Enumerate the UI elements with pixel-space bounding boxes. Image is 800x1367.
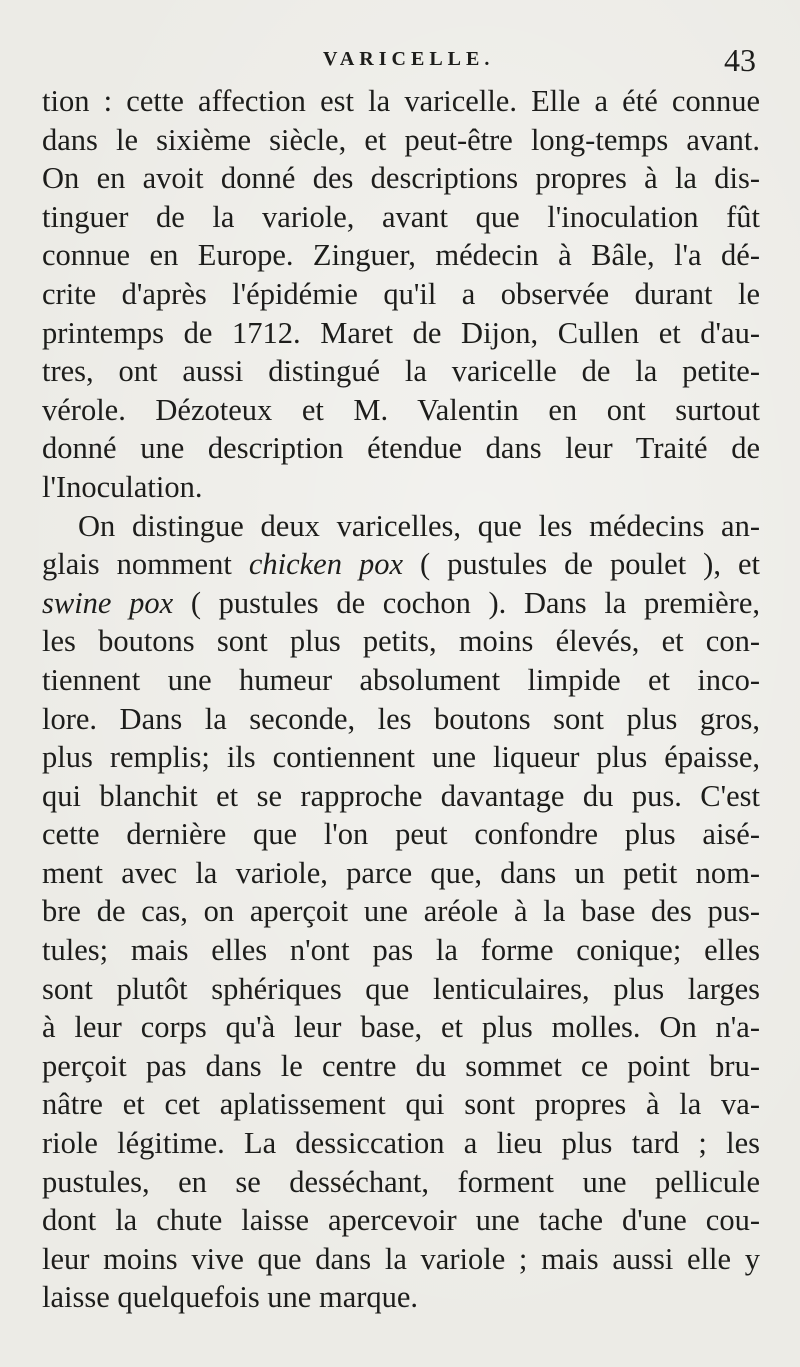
text-segment: ( pustules de cochon ). Dans la première, [173, 585, 761, 620]
text-line [42, 121, 760, 160]
text-segment: lore. Dans la seconde, les boutons sont plus gros, [42, 701, 760, 736]
text-line [42, 1047, 760, 1086]
text-line [42, 159, 760, 198]
text-line [42, 700, 760, 739]
text-line [42, 892, 760, 931]
text-line [42, 1278, 760, 1317]
text-segment: connue en Europe. Zinguer, médecin à Bâle, l'a dé- [42, 238, 760, 273]
text-segment: ( pustules de poulet ), et [403, 547, 760, 582]
text-segment: crite d'après l'épidémie qu'il a observée durant le [42, 276, 760, 311]
text-line [42, 738, 760, 777]
text-segment: ment avec la variole, parce que, dans un petit nom- [42, 855, 760, 890]
text-line [42, 545, 760, 584]
text-segment: pustules, en se desséchant, forment une pellicule [42, 1164, 760, 1199]
text-segment: On en avoit donné des descriptions propres à la dis- [42, 161, 760, 196]
text-segment: vérole. Dézoteux et M. Valentin en ont surtout [42, 392, 760, 427]
text-line [42, 429, 760, 468]
text-segment: On distingue deux varicelles, que les médecins an- [78, 508, 760, 543]
text-segment: l'Inoculation. [42, 469, 203, 504]
text-line [42, 854, 760, 893]
text-line [42, 314, 760, 353]
text-segment: dont la chute laisse apercevoir une tache d'une cou- [42, 1203, 760, 1238]
text-line [42, 1201, 760, 1240]
text-line [42, 82, 760, 121]
text-line [42, 622, 760, 661]
text-segment: donné une description étendue dans leur Traité de [42, 431, 760, 466]
text-segment: plus remplis; ils contiennent une liqueur plus épaisse, [42, 740, 760, 775]
text-segment: bre de cas, on aperçoit une aréole à la base des pus- [42, 894, 760, 929]
text-segment: qui blanchit et se rapproche davantage du pus. C'est [42, 778, 760, 813]
text-segment: perçoit pas dans le centre du sommet ce point bru- [42, 1048, 760, 1083]
text-line [42, 391, 760, 430]
text-line [42, 970, 760, 1009]
text-body [42, 82, 760, 1317]
text-line [42, 198, 760, 237]
text-segment: riole légitime. La dessiccation a lieu plus tard ; les [42, 1126, 760, 1161]
text-segment: tion : cette affection est la varicelle. Elle a été connue [42, 84, 760, 118]
italic-term: swine pox [42, 585, 174, 620]
text-segment: sont plutôt sphériques que lenticulaires, plus larges [42, 971, 760, 1006]
text-line [42, 1008, 760, 1047]
text-line [42, 1085, 760, 1124]
text-segment: laisse quelquefois une marque. [42, 1280, 419, 1315]
text-line [42, 777, 760, 816]
text-line [42, 1240, 760, 1279]
text-line [42, 584, 760, 623]
text-segment: printemps de 1712. Maret de Dijon, Cullen et d'au- [42, 315, 760, 350]
running-title: VARICELLE. [323, 48, 495, 70]
text-line [42, 931, 760, 970]
running-head [40, 42, 760, 82]
text-line [42, 507, 760, 546]
italic-term: chicken pox [248, 547, 403, 582]
text-line [42, 1124, 760, 1163]
text-segment: nâtre et cet aplatissement qui sont propres à la va- [42, 1087, 760, 1122]
text-segment: les boutons sont plus petits, moins élevés, et con- [42, 624, 760, 659]
text-segment: tiennent une humeur absolument limpide et inco- [42, 662, 760, 697]
text-segment: à leur corps qu'à leur base, et plus molles. On n'a- [42, 1010, 760, 1045]
text-line [42, 1163, 760, 1202]
page-number: 43 [724, 42, 756, 78]
text-line [42, 352, 760, 391]
text-segment: leur moins vive que dans la variole ; mais aussi elle y [42, 1241, 760, 1276]
text-line [42, 236, 760, 275]
text-line [42, 275, 760, 314]
text-segment: tinguer de la variole, avant que l'inoculation fût [42, 199, 760, 234]
text-segment: tules; mais elles n'ont pas la forme conique; elles [42, 933, 760, 968]
text-segment: cette dernière que l'on peut confondre plus aisé- [42, 817, 760, 852]
text-segment: tres, ont aussi distingué la varicelle de la petite- [42, 354, 760, 389]
text-segment: glais nomment [42, 547, 249, 582]
text-segment: dans le sixième siècle, et peut-être long-temps avant. [42, 122, 760, 157]
text-line [42, 661, 760, 700]
text-line [42, 815, 760, 854]
text-line [42, 468, 760, 507]
